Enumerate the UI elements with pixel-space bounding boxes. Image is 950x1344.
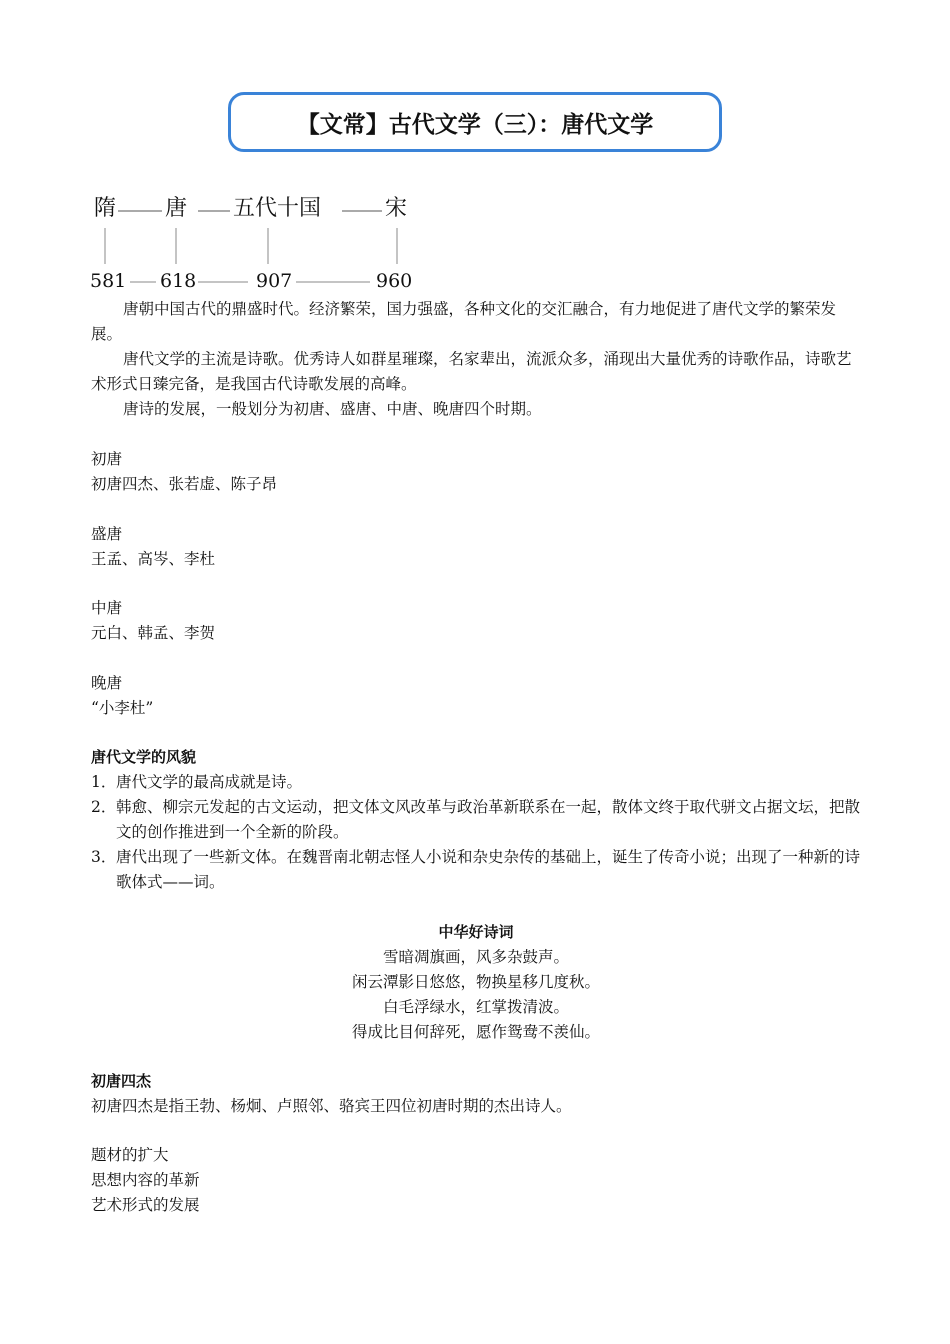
style-section bbox=[91, 745, 861, 895]
period-name: 中唐 bbox=[91, 599, 123, 617]
period-name: 晚唐 bbox=[91, 674, 123, 692]
year-581: 581 bbox=[90, 270, 127, 292]
list-text: 唐代文学的最高成就是诗。 bbox=[116, 773, 303, 791]
poem-section bbox=[91, 920, 861, 1045]
period-late-tang bbox=[91, 671, 861, 721]
list-text: 韩愈、柳宗元发起的古文运动，把文体文风改革与政治革新联系在一起，散体文终于取代骈文占据文坛，把散文的创作推进到一个全新的阶段。 bbox=[116, 798, 861, 841]
list-number: 2． bbox=[91, 798, 117, 816]
year-960: 960 bbox=[376, 270, 413, 292]
period-name: 初唐 bbox=[91, 450, 123, 468]
four-masters-section bbox=[91, 1069, 861, 1119]
poem-line: 得成比目何辞死，愿作鸳鸯不羡仙。 bbox=[351, 1023, 600, 1041]
period-poets: “小李杜” bbox=[91, 699, 154, 717]
section-heading: 初唐四杰 bbox=[91, 1072, 152, 1090]
list-number: 3． bbox=[91, 848, 117, 866]
intro-paragraph: 唐朝中国古代的鼎盛时代。经济繁荣，国力强盛，各种文化的交汇融合，有力地促进了唐代文学的繁荣发展。 bbox=[91, 300, 837, 343]
poem-line: 雪暗凋旗画，风多杂鼓声。 bbox=[382, 948, 569, 966]
period-name: 盛唐 bbox=[91, 525, 123, 543]
list-item bbox=[91, 795, 861, 845]
intro-section bbox=[91, 297, 861, 422]
dynasty-tang: 唐 bbox=[165, 196, 188, 221]
period-early-tang bbox=[91, 447, 861, 497]
poem-line: 闲云潭影日悠悠，物换星移几度秋。 bbox=[351, 973, 600, 991]
period-poets: 元白、韩孟、李贺 bbox=[91, 624, 216, 642]
year-618: 618 bbox=[160, 270, 197, 292]
point-item: 艺术形式的发展 bbox=[91, 1196, 200, 1214]
four-masters-points bbox=[91, 1143, 861, 1218]
page-title: 【文常】古代文学（三）：唐代文学 bbox=[296, 111, 654, 138]
period-poets: 初唐四杰、张若虚、陈子昂 bbox=[91, 475, 278, 493]
period-mid-tang bbox=[91, 596, 861, 646]
section-heading: 唐代文学的风貌 bbox=[91, 748, 197, 766]
dynasty-five-dynasties: 五代十国 bbox=[233, 196, 322, 221]
four-masters-text: 初唐四杰是指王勃、杨炯、卢照邻、骆宾王四位初唐时期的杰出诗人。 bbox=[91, 1097, 572, 1115]
dynasty-sui: 隋 bbox=[94, 196, 117, 221]
list-item bbox=[91, 845, 861, 895]
poem-line: 白毛浮绿水，红掌拨清波。 bbox=[382, 998, 569, 1016]
dynasty-timeline bbox=[88, 192, 428, 298]
intro-paragraph: 唐诗的发展，一般划分为初唐、盛唐、中唐、晚唐四个时期。 bbox=[123, 400, 542, 418]
period-high-tang bbox=[91, 522, 861, 572]
year-907: 907 bbox=[256, 270, 293, 292]
intro-paragraph: 唐代文学的主流是诗歌。优秀诗人如群星璀璨，名家辈出，流派众多，涌现出大量优秀的诗歌作品，诗歌艺术形式日臻完备，是我国古代诗歌发展的高峰。 bbox=[91, 350, 852, 393]
point-item: 思想内容的革新 bbox=[91, 1171, 200, 1189]
dynasty-song: 宋 bbox=[385, 196, 408, 221]
point-item: 题材的扩大 bbox=[91, 1146, 169, 1164]
title-box bbox=[228, 92, 722, 152]
list-item bbox=[91, 770, 861, 795]
list-number: 1． bbox=[91, 773, 117, 791]
poem-heading: 中华好诗词 bbox=[438, 923, 514, 941]
period-poets: 王孟、高岑、李杜 bbox=[91, 550, 216, 568]
list-text: 唐代出现了一些新文体。在魏晋南北朝志怪人小说和杂史杂传的基础上，诞生了传奇小说；出现了一种新的诗歌体式——词。 bbox=[116, 848, 861, 891]
